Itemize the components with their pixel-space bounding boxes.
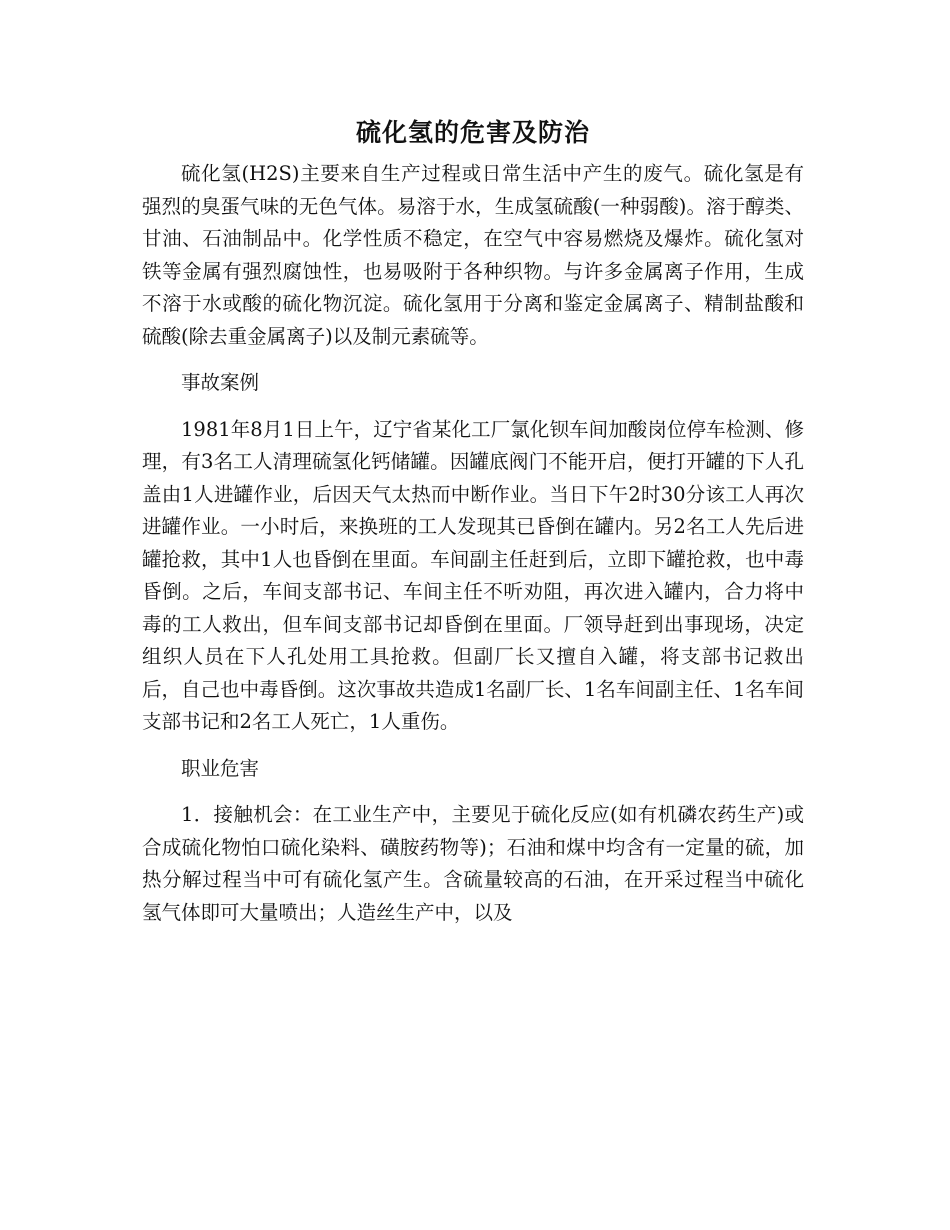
intro-paragraph: 硫化氢(H2S)主要来自生产过程或日常生活中产生的废气。硫化氢是有强烈的臭蛋气味的无色气体。易溶于水，生成氢硫酸(一种弱酸)。溶于醇类、甘油、石油制品中。化学性质不稳定，在空气中容易燃烧及爆炸。硫化氢对铁等金属有强烈腐蚀性，也易吸附于各种织物。与许多金属离子作用，生成不溶于水或酸的硫化物沉淀。硫化氢用于分离和鉴定金属离子、精制盐酸和硫酸(除去重金属离子)以及制元素硫等。 xyxy=(142,162,804,348)
hazard-paragraph: 1．接触机会：在工业生产中，主要见于硫化反应(如有机磷农药生产)或合成硫化物怕口硫化染料、磺胺药物等)；石油和煤中均含有一定量的硫，加热分解过程当中可有硫化氢产生。含硫量较高的石油，在开采过程当中硫化氢气体即可大量喷出；人造丝生产中，以及 xyxy=(142,803,804,924)
case-paragraph: 1981年8月1日上午，辽宁省某化工厂氯化钡车间加酸岗位停车检测、修理，有3名工人清理硫氢化钙储罐。因罐底阀门不能开启，便打开罐的下人孔盖由1人进罐作业，后因天气太热而中断作业。当日下午2时30分该工人再次进罐作业。一小时后，来换班的工人发现其已昏倒在罐内。另2名工人先后进罐抢救，其中1人也昏倒在里面。车间副主任赶到后，立即下罐抢救，也中毒昏倒。之后，车间支部书记、车间主任不听劝阻，再次进入罐内，合力将中毒的工人救出，但车间支部书记却昏倒在里面。厂领导赶到出事现场，决定组织人员在下人孔处用工具抢救。但副厂长又擅自入罐，将支部书记救出后，自己也中毒昏倒。这次事故共造成1名副厂长、1名车间副主任、1名车间支部书记和2名工人死亡，1人重伤。 xyxy=(142,417,804,733)
spacer xyxy=(142,400,804,414)
spacer xyxy=(142,353,804,367)
section-heading-hazard: 职业危害 xyxy=(181,756,260,780)
document-page xyxy=(142,108,804,929)
section-heading-case: 事故案例 xyxy=(181,371,260,394)
document-title: 硫化氢的危害及防治 xyxy=(355,118,590,147)
spacer xyxy=(142,785,804,799)
spacer xyxy=(142,739,804,753)
